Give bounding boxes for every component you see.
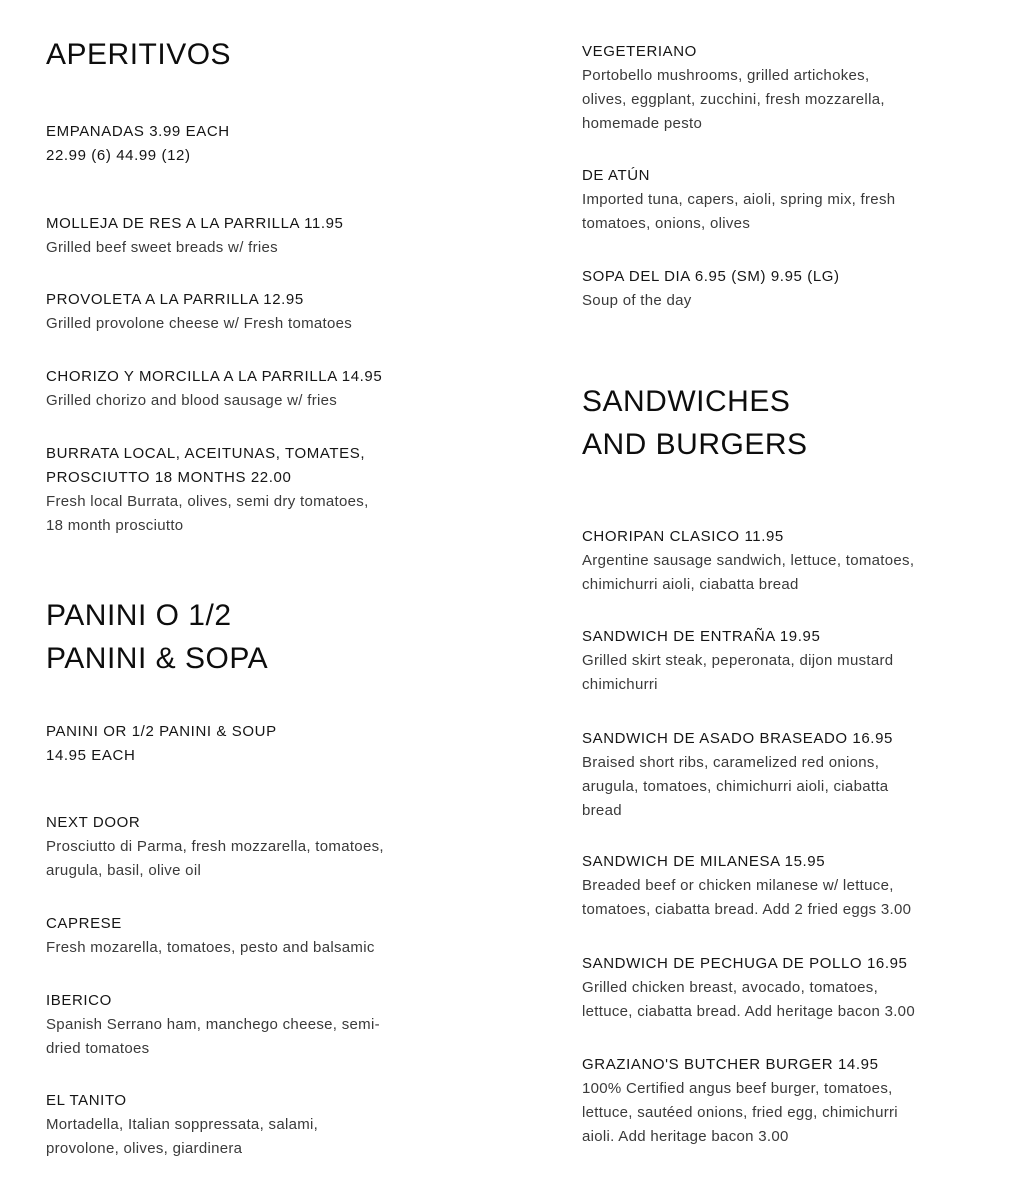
item-description: Imported tuna, capers, aioli, spring mix, fresh tomatoes, onions, olives xyxy=(582,191,896,232)
item-title: BURRATA LOCAL, ACEITUNAS, TOMATES, PROSCIUTTO 18 MONTHS 22.00 xyxy=(46,445,366,486)
menu-item-milanesa xyxy=(582,850,982,922)
item-description: Grilled skirt steak, peperonata, dijon mustard chimichurri xyxy=(582,652,894,693)
item-title: SANDWICH DE MILANESA 15.95 xyxy=(582,853,826,870)
menu-item-molleja xyxy=(46,212,486,260)
item-description: Spanish Serrano ham, manchego cheese, semi- dried tomatoes xyxy=(46,1016,380,1057)
item-title: PANINI OR 1/2 PANINI & SOUP 14.95 EACH xyxy=(46,723,277,764)
item-description: Grilled chicken breast, avocado, tomatoes, lettuce, ciabatta bread. Add heritage bacon 3.00 xyxy=(582,979,915,1020)
menu-item-choripan xyxy=(582,525,982,597)
item-description: Grilled chorizo and blood sausage w/ fries xyxy=(46,392,338,409)
menu-item-de-atun xyxy=(582,164,982,236)
menu-item-chorizo-morcilla xyxy=(46,365,486,413)
item-title: SOPA DEL DIA 6.95 (SM) 9.95 (LG) xyxy=(582,268,840,285)
item-title: CHORIPAN CLASICO 11.95 xyxy=(582,528,784,545)
menu-item-el-tanito xyxy=(46,1089,486,1161)
menu-item-empanadas xyxy=(46,120,486,168)
item-description: Breaded beef or chicken milanese w/ lettuce, tomatoes, ciabatta bread. Add 2 fried eggs 3.00 xyxy=(582,877,912,918)
item-title: GRAZIANO'S BUTCHER BURGER 14.95 xyxy=(582,1056,879,1073)
item-title: PROVOLETA A LA PARRILLA 12.95 xyxy=(46,291,304,308)
menu-item-caprese xyxy=(46,912,486,960)
item-description: Argentine sausage sandwich, lettuce, tomatoes, chimichurri aioli, ciabatta bread xyxy=(582,552,915,593)
menu-item-sopa-del-dia xyxy=(582,265,982,313)
section-heading-panini: PANINI O 1/2 PANINI & SOPA xyxy=(46,599,269,675)
item-title: EMPANADAS 3.99 EACH 22.99 (6) 44.99 (12) xyxy=(46,123,230,164)
item-description: 100% Certified angus beef burger, tomatoes, lettuce, sautéed onions, fried egg, chimichurri aioli. Add heritage bacon 3.00 xyxy=(582,1080,898,1145)
item-description: Soup of the day xyxy=(582,292,692,309)
item-title: SANDWICH DE ENTRAÑA 19.95 xyxy=(582,628,821,645)
item-title: SANDWICH DE ASADO BRASEADO 16.95 xyxy=(582,730,893,747)
item-description: Prosciutto di Parma, fresh mozzarella, tomatoes, arugula, basil, olive oil xyxy=(46,838,384,879)
menu-item-vegeteriano xyxy=(582,40,982,136)
item-title: MOLLEJA DE RES A LA PARRILLA 11.95 xyxy=(46,215,344,232)
item-description: Portobello mushrooms, grilled artichokes, olives, eggplant, zucchini, fresh mozzarella, homemade pesto xyxy=(582,67,885,132)
item-title: DE ATÚN xyxy=(582,167,651,184)
menu-item-pechuga-de-pollo xyxy=(582,952,982,1024)
item-title: CAPRESE xyxy=(46,915,122,932)
item-description: Fresh local Burrata, olives, semi dry tomatoes, 18 month prosciutto xyxy=(46,493,369,534)
item-title: VEGETERIANO xyxy=(582,43,697,60)
item-description: Grilled provolone cheese w/ Fresh tomatoes xyxy=(46,315,353,332)
menu-item-asado-braseado xyxy=(582,727,982,823)
menu-item-panini-soup xyxy=(46,720,486,768)
section-heading-sandwiches: SANDWICHES AND BURGERS xyxy=(582,385,808,461)
item-description: Grilled beef sweet breads w/ fries xyxy=(46,239,278,256)
menu-item-entrana xyxy=(582,625,982,697)
item-description: Braised short ribs, caramelized red onions, arugula, tomatoes, chimichurri aioli, ciabatta bread xyxy=(582,754,889,819)
item-description: Fresh mozarella, tomatoes, pesto and balsamic xyxy=(46,939,375,956)
item-title: CHORIZO Y MORCILLA A LA PARRILLA 14.95 xyxy=(46,368,383,385)
menu-item-burrata xyxy=(46,442,486,538)
section-heading-aperitivos: APERITIVOS xyxy=(46,38,232,71)
item-description: Mortadella, Italian soppressata, salami, provolone, olives, giardinera xyxy=(46,1116,319,1157)
menu-item-butcher-burger xyxy=(582,1053,982,1149)
item-title: IBERICO xyxy=(46,992,112,1009)
menu-item-next-door xyxy=(46,811,486,883)
item-title: EL TANITO xyxy=(46,1092,127,1109)
menu-item-iberico xyxy=(46,989,486,1061)
menu-item-provoleta xyxy=(46,288,486,336)
item-title: NEXT DOOR xyxy=(46,814,141,831)
item-title: SANDWICH DE PECHUGA DE POLLO 16.95 xyxy=(582,955,908,972)
